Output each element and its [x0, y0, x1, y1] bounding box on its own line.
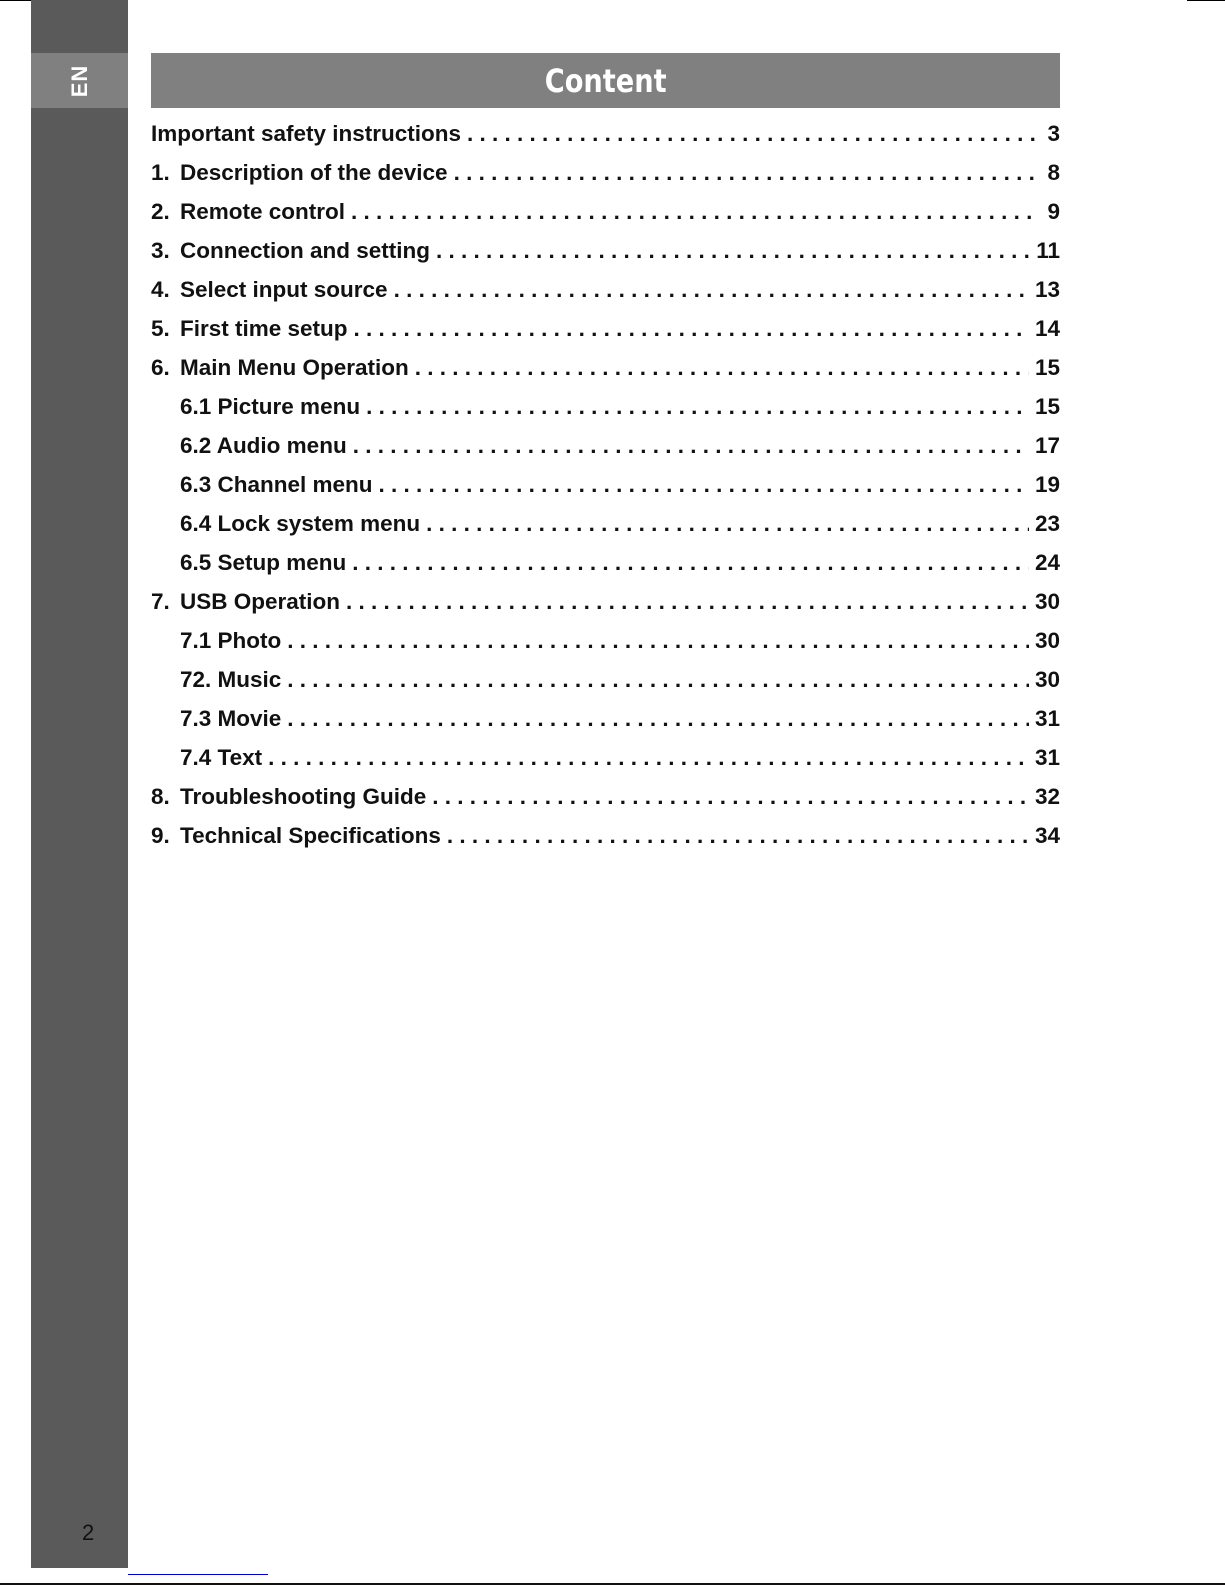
toc-entry-title[interactable]: 6.3 Channel menu	[180, 472, 373, 497]
dot-leader	[352, 550, 1029, 576]
toc-entry[interactable]	[151, 706, 1060, 745]
dot-leader	[432, 784, 1029, 810]
page-title-bar	[151, 53, 1060, 108]
toc-entry[interactable]	[151, 277, 1060, 316]
toc-entry[interactable]	[151, 199, 1060, 238]
toc-entry[interactable]	[151, 316, 1060, 355]
toc-entry[interactable]	[151, 745, 1060, 784]
toc-entry-page: 30	[1034, 589, 1060, 614]
toc-entry-title[interactable]: USB Operation	[180, 589, 341, 614]
toc-entry-page: 14	[1034, 316, 1060, 341]
toc-entry-page: 15	[1034, 394, 1060, 419]
link-underline	[128, 1574, 268, 1575]
dot-leader	[354, 316, 1029, 342]
dot-leader	[287, 706, 1029, 732]
toc-entry-page: 3	[1047, 121, 1060, 146]
toc-entry[interactable]	[151, 589, 1060, 628]
toc-entry-title[interactable]: Technical Specifications	[180, 823, 441, 848]
toc-entry-number: 7.	[151, 589, 170, 614]
dot-leader	[351, 199, 1040, 225]
toc-entry-page: 30	[1034, 667, 1060, 692]
dot-leader	[426, 511, 1029, 537]
toc-entry-title[interactable]: Description of the device	[180, 160, 448, 185]
dot-leader	[366, 394, 1029, 420]
toc-entry[interactable]	[151, 394, 1060, 433]
dot-leader	[353, 433, 1029, 459]
toc-entry[interactable]	[151, 355, 1060, 394]
dot-leader	[287, 628, 1029, 654]
table-of-contents	[151, 121, 1060, 862]
dot-leader	[436, 238, 1030, 264]
toc-entry[interactable]	[151, 511, 1060, 550]
dot-leader	[447, 823, 1029, 849]
dot-leader	[415, 355, 1029, 381]
toc-entry-title[interactable]: 7.1 Photo	[180, 628, 282, 653]
toc-entry-page: 13	[1034, 277, 1060, 302]
toc-entry[interactable]	[151, 667, 1060, 706]
toc-entry-page: 23	[1034, 511, 1060, 536]
toc-entry[interactable]	[151, 121, 1060, 160]
page-number: 2	[82, 1520, 95, 1545]
toc-entry[interactable]	[151, 823, 1060, 862]
toc-entry-page: 24	[1034, 550, 1060, 575]
dot-leader	[454, 160, 1040, 186]
dot-leader	[379, 472, 1029, 498]
toc-entry-title[interactable]: 6.2 Audio menu	[180, 433, 347, 458]
dot-leader	[467, 121, 1040, 147]
crop-mark	[1187, 0, 1225, 1]
language-tab	[31, 53, 128, 108]
sidebar	[31, 0, 128, 1568]
toc-entry[interactable]	[151, 238, 1060, 277]
toc-entry-number: 9.	[151, 823, 170, 848]
toc-entry-title[interactable]: 72. Music	[180, 667, 282, 692]
language-label: EN	[66, 64, 92, 97]
toc-entry-title[interactable]: Troubleshooting Guide	[180, 784, 427, 809]
toc-entry-number: 8.	[151, 784, 170, 809]
toc-entry-page: 31	[1034, 706, 1060, 731]
toc-entry-title[interactable]: Connection and setting	[180, 238, 430, 263]
toc-entry[interactable]	[151, 433, 1060, 472]
toc-entry-title[interactable]: 6.1 Picture menu	[180, 394, 361, 419]
dot-leader	[287, 667, 1029, 693]
toc-entry-title[interactable]: Important safety instructions	[151, 121, 462, 146]
toc-entry[interactable]	[151, 472, 1060, 511]
toc-entry-number: 3.	[151, 238, 170, 263]
toc-entry-title[interactable]: First time setup	[180, 316, 348, 341]
toc-entry-number: 6.	[151, 355, 170, 380]
dot-leader	[346, 589, 1029, 615]
toc-entry-page: 9	[1047, 199, 1060, 224]
toc-entry-title[interactable]: Remote control	[180, 199, 346, 224]
toc-entry-title[interactable]: Select input source	[180, 277, 388, 302]
toc-entry-title[interactable]: 6.5 Setup menu	[180, 550, 347, 575]
toc-entry-page: 32	[1034, 784, 1060, 809]
toc-entry-title[interactable]: Main Menu Operation	[180, 355, 409, 380]
toc-entry-number: 2.	[151, 199, 170, 224]
toc-entry-page: 11	[1036, 238, 1060, 263]
toc-entry[interactable]	[151, 160, 1060, 199]
dot-leader	[268, 745, 1029, 771]
toc-entry-page: 34	[1034, 823, 1060, 848]
toc-entry-number: 1.	[151, 160, 170, 185]
toc-entry-title[interactable]: 6.4 Lock system menu	[180, 511, 421, 536]
toc-entry-number: 4.	[151, 277, 170, 302]
dot-leader	[394, 277, 1029, 303]
toc-entry-page: 30	[1034, 628, 1060, 653]
toc-entry-page: 15	[1034, 355, 1060, 380]
page-title: Content	[544, 61, 667, 100]
toc-entry-page: 31	[1034, 745, 1060, 770]
toc-entry[interactable]	[151, 628, 1060, 667]
toc-entry-page: 19	[1034, 472, 1060, 497]
toc-entry-title[interactable]: 7.3 Movie	[180, 706, 282, 731]
toc-entry-title[interactable]: 7.4 Text	[180, 745, 263, 770]
toc-entry-page: 8	[1047, 160, 1060, 185]
toc-entry-page: 17	[1034, 433, 1060, 458]
toc-entry[interactable]	[151, 550, 1060, 589]
toc-entry-number: 5.	[151, 316, 170, 341]
toc-entry[interactable]	[151, 784, 1060, 823]
